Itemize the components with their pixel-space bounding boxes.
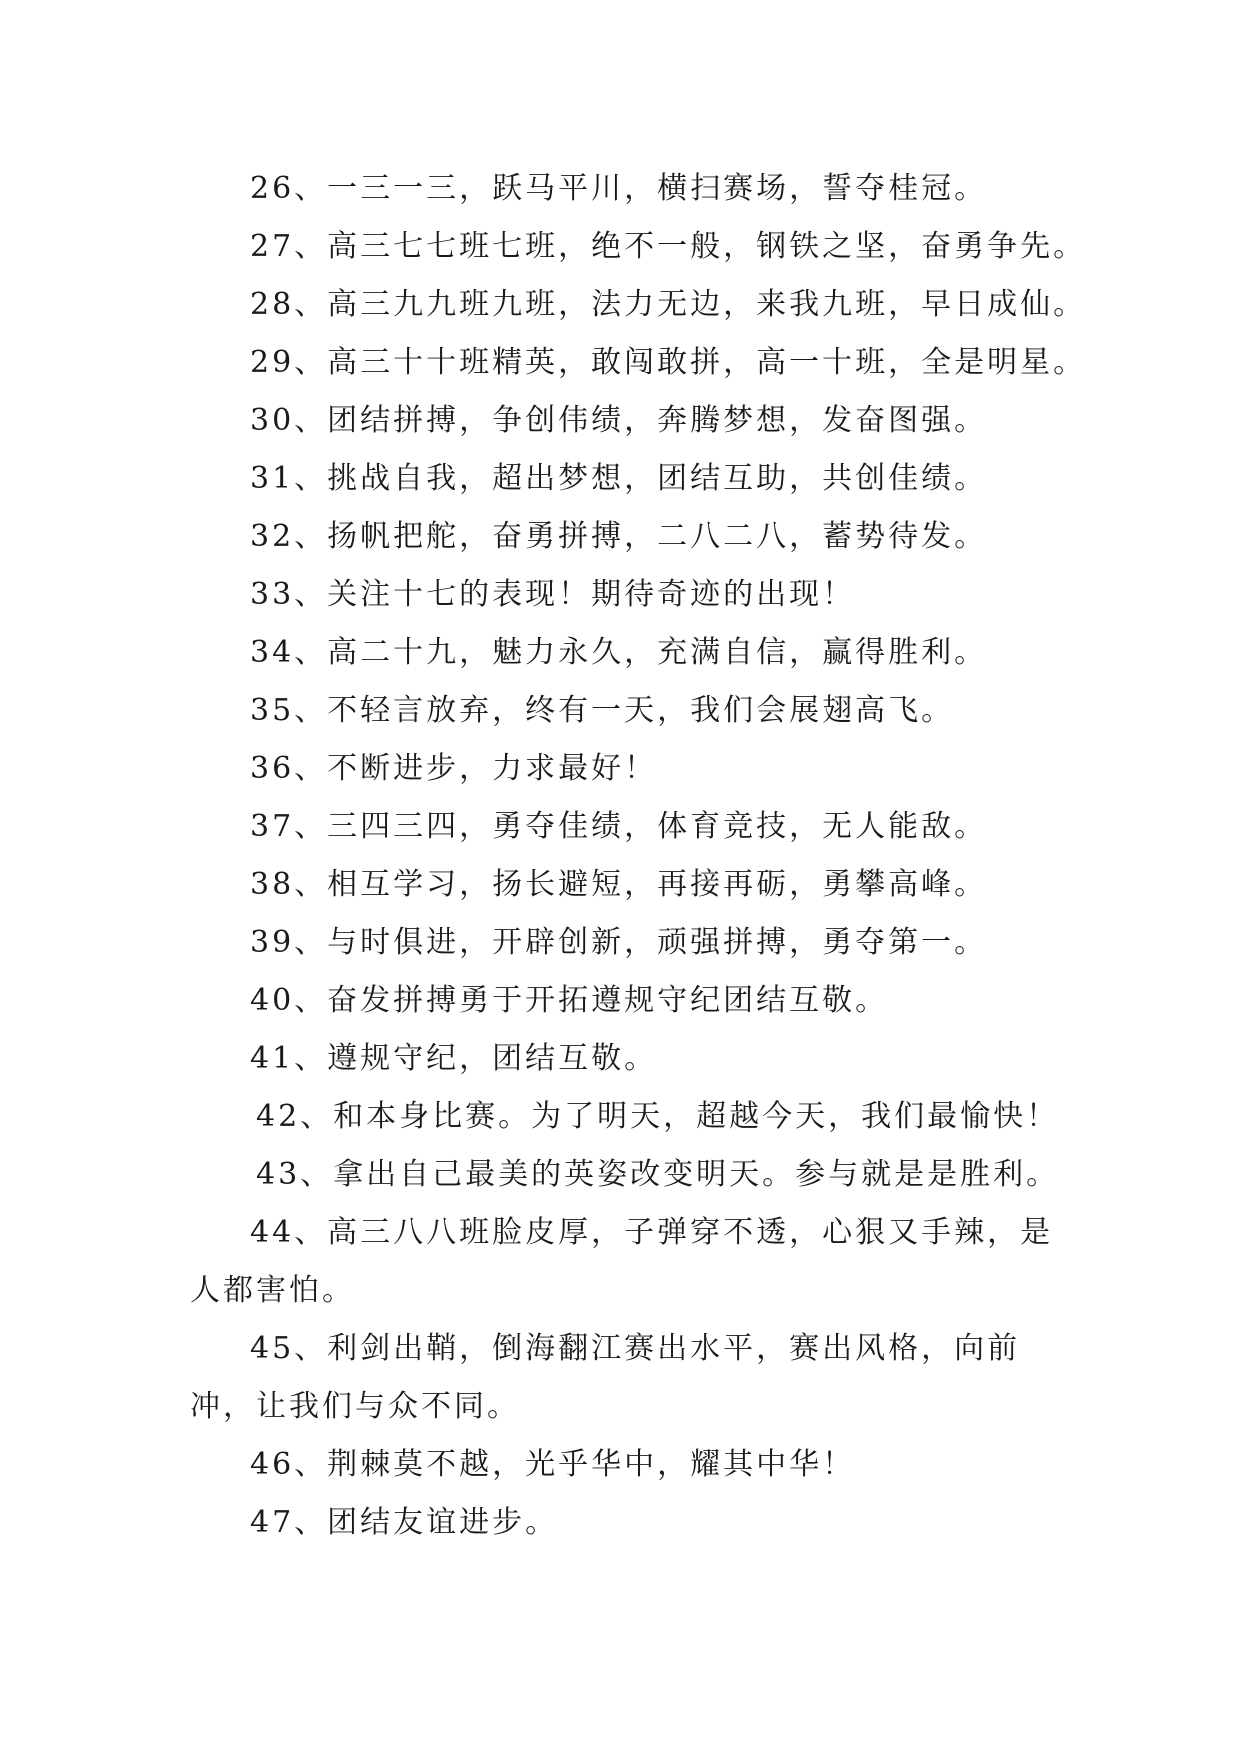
list-item: 44、高三八八班脸皮厚，子弹穿不透，心狠又手辣，是人都害怕。 [190,1215,1054,1308]
slogan-list [190,160,1087,1552]
list-item: 37、三四三四，勇夺佳绩，体育竞技，无人能敌。 [250,809,988,844]
list-item: 28、高三九九班九班，法力无边，来我九班，早日成仙。 [250,287,1087,322]
list-item: 33、关注十七的表现！期待奇迹的出现！ [250,577,856,612]
list-item: 35、不轻言放弃，终有一天，我们会展翅高飞。 [250,693,955,728]
list-item: 26、一三一三，跃马平川，横扫赛场，誓夺桂冠。 [250,171,988,206]
list-item: 43、拿出自己最美的英姿改变明天。参与就是是胜利。 [256,1157,1060,1192]
list-item: 40、奋发拼搏勇于开拓遵规守纪团结互敬。 [250,983,889,1018]
list-item: 32、扬帆把舵，奋勇拼搏，二八二八，蓄势待发。 [250,519,988,554]
list-item: 34、高二十九，魅力永久，充满自信，赢得胜利。 [250,635,988,670]
list-item: 29、高三十十班精英，敢闯敢拼，高一十班，全是明星。 [250,345,1087,380]
list-item: 36、不断进步，力求最好！ [250,751,658,786]
list-item: 42、和本身比赛。为了明天，超越今天，我们最愉快！ [256,1099,1060,1134]
list-item: 27、高三七七班七班，绝不一般，钢铁之坚，奋勇争先。 [250,229,1087,264]
list-item: 39、与时俱进，开辟创新，顽强拼搏，勇夺第一。 [250,925,988,960]
list-item: 41、遵规守纪，团结互敬。 [250,1041,658,1076]
list-item: 30、团结拼搏，争创伟绩，奔腾梦想，发奋图强。 [250,403,988,438]
list-item: 47、团结友谊进步。 [250,1505,559,1540]
list-item: 38、相互学习，扬长避短，再接再砺，勇攀高峰。 [250,867,988,902]
list-item: 46、荆棘莫不越，光乎华中，耀其中华！ [250,1447,856,1482]
list-item: 31、挑战自我，超出梦想，团结互助，共创佳绩。 [250,461,988,496]
list-item: 45、利剑出鞘，倒海翻江赛出水平，赛出风格，向前冲，让我们与众不同。 [190,1331,1021,1424]
